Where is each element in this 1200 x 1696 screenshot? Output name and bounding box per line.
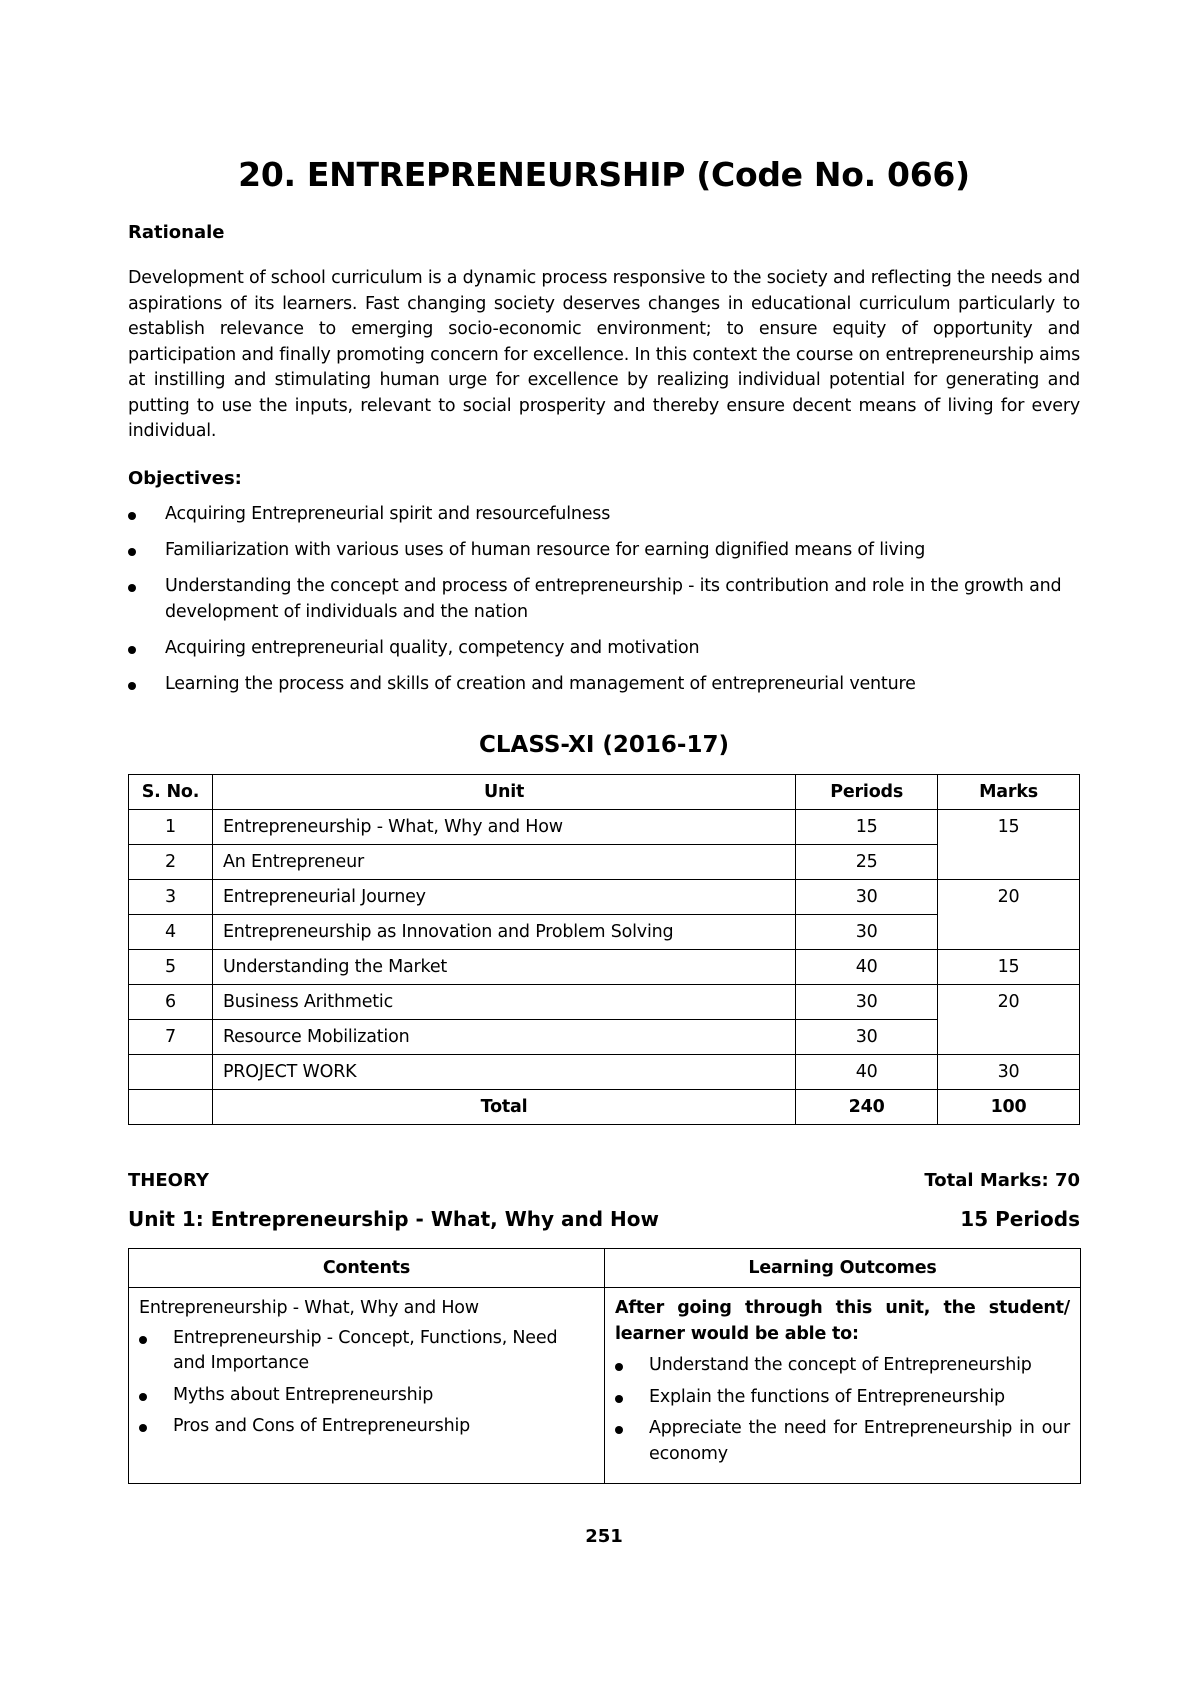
outcomes-list — [615, 1353, 1070, 1467]
cell-unit: Business Arithmetic — [212, 985, 795, 1020]
marks-distribution-table — [128, 774, 1080, 1125]
bullet-icon — [139, 1424, 147, 1432]
outcomes-intro: After going through this unit, the student/ learner would be able to: — [615, 1298, 1070, 1344]
total-marks: 100 — [938, 1090, 1080, 1125]
contents-cell — [129, 1288, 605, 1484]
cell-unit: Understanding the Market — [212, 950, 795, 985]
objective-item: Acquiring Entrepreneurial spirit and resourcefulness — [128, 502, 1080, 528]
bullet-icon — [128, 646, 136, 654]
table-row — [129, 950, 1080, 985]
cell-periods: 30 — [796, 880, 938, 915]
table-row — [129, 915, 1080, 950]
page-title: 20. ENTREPRENEURSHIP (Code No. 066) — [238, 155, 970, 194]
contents-title: Entrepreneurship - What, Why and How — [139, 1298, 479, 1318]
cell-marks: 20 — [938, 985, 1080, 1055]
bullet-icon — [139, 1393, 147, 1401]
bullet-icon — [615, 1363, 623, 1371]
cell-sno: 4 — [129, 915, 213, 950]
list-item: Entrepreneurship - Concept, Functions, Need and Importance — [139, 1326, 594, 1377]
total-label: Total — [212, 1090, 795, 1125]
cell-periods: 30 — [796, 915, 938, 950]
header-sno: S. No. — [129, 775, 213, 810]
header-periods: Periods — [796, 775, 938, 810]
theory-total-marks: Total Marks: 70 — [924, 1170, 1080, 1191]
bullet-icon — [128, 682, 136, 690]
cell-unit: Entrepreneurship - What, Why and How — [212, 810, 795, 845]
list-item: Appreciate the need for Entrepreneurship in our economy — [615, 1416, 1070, 1467]
header-marks: Marks — [938, 775, 1080, 810]
cell-sno: 1 — [129, 810, 213, 845]
table-row — [129, 1288, 1081, 1484]
cell-sno: 5 — [129, 950, 213, 985]
cell-sno: 6 — [129, 985, 213, 1020]
objective-item: Acquiring entrepreneurial quality, competency and motivation — [128, 636, 1080, 662]
cell-sno — [129, 1055, 213, 1090]
cell-unit: Entrepreneurship as Innovation and Problem Solving — [212, 915, 795, 950]
cell-periods: 40 — [796, 1055, 938, 1090]
bullet-icon — [615, 1426, 623, 1434]
unit-title: Unit 1: Entrepreneurship - What, Why and How — [128, 1207, 659, 1231]
unit-content-table — [128, 1248, 1081, 1484]
objectives-heading: Objectives: — [128, 468, 242, 489]
cell-periods: 25 — [796, 845, 938, 880]
cell-sno: 3 — [129, 880, 213, 915]
cell-marks: 20 — [938, 880, 1080, 950]
bullet-icon — [615, 1395, 623, 1403]
rationale-heading: Rationale — [128, 222, 225, 243]
list-item: Myths about Entrepreneurship — [139, 1383, 594, 1409]
objective-item: Understanding the concept and process of entrepreneurship - its contribution and role in the growth and development of individuals and the nation — [128, 574, 1080, 625]
table-header-row — [129, 1249, 1081, 1288]
header-unit: Unit — [212, 775, 795, 810]
cell-sno: 7 — [129, 1020, 213, 1055]
table-row — [129, 1020, 1080, 1055]
table-total-row — [129, 1090, 1080, 1125]
cell-unit: Resource Mobilization — [212, 1020, 795, 1055]
header-learning-outcomes: Learning Outcomes — [605, 1249, 1081, 1288]
rationale-paragraph: Development of school curriculum is a dynamic process responsive to the society and reflecting the needs and aspirations of its learners. Fast changing society deserves changes in educational curriculum particularly to establish relevance to emerging socio-economic environment; to ensure equity of opportunity and participation and finally promoting concern for excellence. In this context the course on entrepreneurship aims at instilling and stimulating human urge for excellence by realizing individual potential for generating and putting to use the inputs, relevant to social prosperity and thereby ensure decent means of living for every individual. — [128, 268, 1080, 441]
page-number: 251 — [585, 1526, 623, 1547]
objectives-list — [128, 502, 1080, 708]
list-item: Pros and Cons of Entrepreneurship — [139, 1414, 594, 1440]
table-row — [129, 845, 1080, 880]
class-title: CLASS-XI (2016-17) — [479, 732, 729, 758]
list-item: Explain the functions of Entrepreneurship — [615, 1385, 1070, 1411]
contents-list — [139, 1326, 594, 1440]
cell-marks: 15 — [938, 950, 1080, 985]
table-row — [129, 1055, 1080, 1090]
outcomes-cell — [605, 1288, 1081, 1484]
cell-periods: 40 — [796, 950, 938, 985]
unit-periods: 15 Periods — [960, 1207, 1080, 1231]
bullet-icon — [128, 584, 136, 592]
cell-unit: Entrepreneurial Journey — [212, 880, 795, 915]
cell-unit: PROJECT WORK — [212, 1055, 795, 1090]
cell-empty — [129, 1090, 213, 1125]
objective-item: Familiarization with various uses of human resource for earning dignified means of living — [128, 538, 1080, 564]
table-row — [129, 880, 1080, 915]
theory-label: THEORY — [128, 1170, 209, 1191]
cell-sno: 2 — [129, 845, 213, 880]
bullet-icon — [128, 548, 136, 556]
table-row — [129, 985, 1080, 1020]
cell-periods: 30 — [796, 1020, 938, 1055]
table-row — [129, 810, 1080, 845]
objective-item: Learning the process and skills of creation and management of entrepreneurial venture — [128, 672, 1080, 698]
cell-marks: 30 — [938, 1055, 1080, 1090]
table-header-row — [129, 775, 1080, 810]
bullet-icon — [128, 512, 136, 520]
cell-periods: 15 — [796, 810, 938, 845]
total-periods: 240 — [796, 1090, 938, 1125]
list-item: Understand the concept of Entrepreneurship — [615, 1353, 1070, 1379]
cell-periods: 30 — [796, 985, 938, 1020]
header-contents: Contents — [129, 1249, 605, 1288]
cell-marks: 15 — [938, 810, 1080, 880]
cell-unit: An Entrepreneur — [212, 845, 795, 880]
bullet-icon — [139, 1336, 147, 1344]
